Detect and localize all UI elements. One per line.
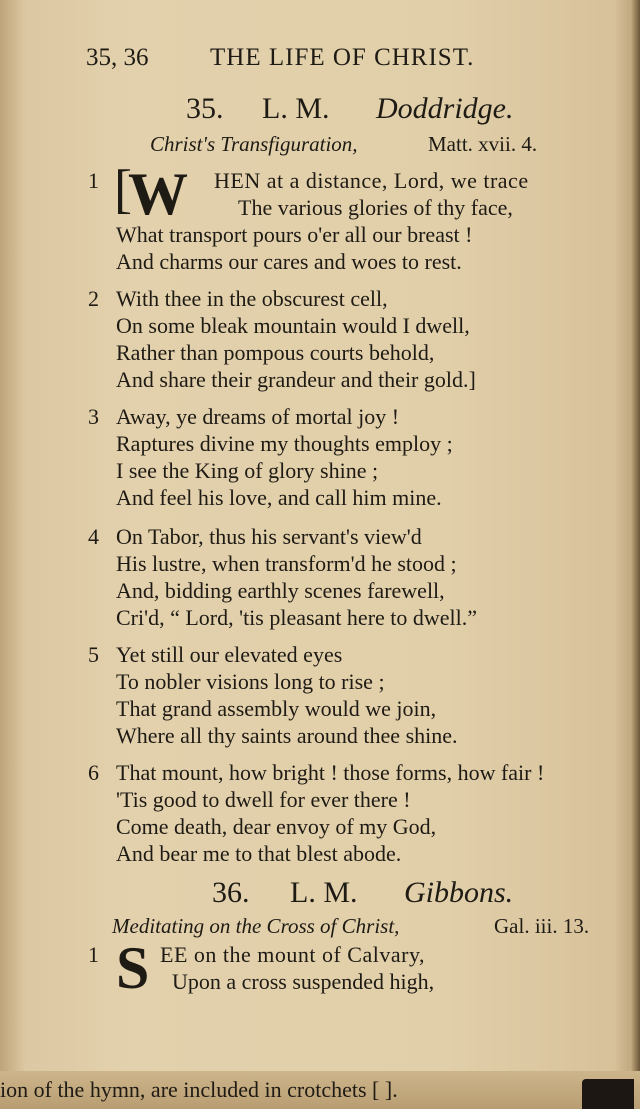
drop-cap: S [116,935,150,1001]
verse-line: 'Tis good to dwell for ever there ! [116,787,411,812]
hymn-meter: L. M. [290,876,358,909]
verse-line: Raptures divine my thoughts employ ; [116,431,453,456]
stanza-number: 6 [88,760,99,785]
stanza-number: 5 [88,642,99,667]
verse-line: And, bidding earthly scenes farewell, [116,578,445,603]
verse-line: His lustre, when transform'd he stood ; [116,551,457,576]
verse-line: The various glories of thy face, [238,195,513,220]
hymn-author: Gibbons. [404,876,514,909]
verse-line: Rather than pompous courts behold, [116,340,435,365]
verse-line: And charms our cares and woes to rest. [116,249,462,274]
verse-line: Cri'd, “ Lord, 'tis pleasant here to dwell.” [116,605,478,630]
hymn-author: Doddridge. [376,92,514,125]
hymn-number: 35. [186,92,224,125]
verse-line: What transport pours o'er all our breast ! [116,222,473,247]
verse-line: And bear me to that blest abode. [116,841,402,866]
hymn-subject: Christ's Transfiguration, [150,132,358,156]
verse-line: Upon a cross suspended high, [172,969,435,994]
verse-line: Come death, dear envoy of my God, [116,814,437,839]
binding-shadow [582,1079,634,1109]
running-header [0,44,640,84]
stanza-number: 2 [88,286,99,311]
hymn-35-heading [0,92,640,128]
stanza-number: 3 [88,404,99,429]
verse-line: Yet still our elevated eyes [116,642,343,667]
hymn-scripture: Gal. iii. 13. [494,914,590,938]
verse-line: I see the King of glory shine ; [116,458,379,483]
hymn-subject: Meditating on the Cross of Christ, [112,914,400,938]
hymn-scripture: Matt. xvii. 4. [428,132,538,156]
verse-line: And feel his love, and call him mine. [116,485,442,510]
stanza-number: 1 [88,942,99,967]
stanza-number: 1 [88,168,99,193]
verse-line: On Tabor, thus his servant's view'd [116,524,422,549]
verse-line: And share their grandeur and their gold.] [116,367,476,392]
hymn-number: 36. [212,876,250,909]
drop-cap: W [128,161,188,227]
hymn-meter: L. M. [262,92,330,125]
verse-line: Away, ye dreams of mortal joy ! [116,404,400,429]
verse-line: That grand assembly would we join, [116,696,437,721]
verse-line: To nobler visions long to rise ; [116,669,385,694]
hymn-36-heading [0,876,640,912]
page-edge-shadow [630,0,640,1109]
page-footer-strip [0,1071,640,1109]
footer-text: ion of the hymn, are included in crotchets [ ]. [0,1077,398,1102]
hymn-36-subtitle [0,914,640,942]
verse-line: HEN at a distance, Lord, we trace [214,168,529,193]
verse-line: That mount, how bright ! those forms, how fair ! [116,760,545,785]
verse-line: With thee in the obscurest cell, [116,286,388,311]
verse-line: EE on the mount of Calvary, [160,942,426,967]
verse-line: Where all thy saints around thee shine. [116,723,458,748]
page-numbers: 35, 36 [86,44,149,71]
hymn-35-subtitle [0,132,640,160]
verse-line: On some bleak mountain would I dwell, [116,313,470,338]
running-title: THE LIFE OF CHRIST. [210,44,475,71]
open-bracket: [ [114,159,132,219]
stanza-number: 4 [88,524,99,549]
